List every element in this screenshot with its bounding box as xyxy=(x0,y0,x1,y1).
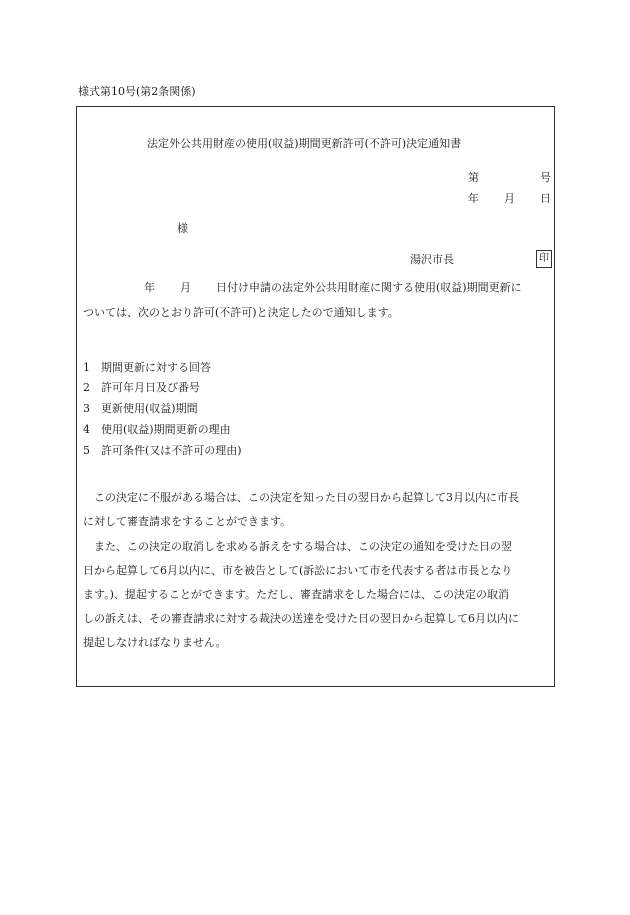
date-month: 月 xyxy=(504,192,515,205)
notice-line: また、この決定の取消しを求める訴えをする場合は、この決定の通知を受けた日の翌 xyxy=(83,540,512,553)
addressee-suffix: 様 xyxy=(177,222,188,235)
item-text: 更新使用(収益)期間 xyxy=(101,402,198,415)
item-text: 許可条件(又は不許可の理由) xyxy=(101,444,242,457)
notice-line: この決定に不服がある場合は、この決定を知った日の翌日から起算して3月以内に市長 xyxy=(83,491,519,504)
notice-line: しの訴えは、その審査請求に対する裁決の送達を受けた日の翌日から起算して6月以内に xyxy=(83,612,519,625)
date-day: 日 xyxy=(540,192,551,205)
intro-line-2: ついては、次のとおり許可(不許可)と決定したので通知します。 xyxy=(83,306,399,319)
notice-line: 日から起算して6月以内に、市を被告として(訴訟において市を代表する者は市長となり xyxy=(83,564,513,577)
number-prefix: 第 xyxy=(468,171,479,184)
intro-year: 年 xyxy=(144,281,155,294)
item-number: 5 xyxy=(83,444,90,457)
item-text: 許可年月日及び番号 xyxy=(101,381,200,394)
notice-line: に対して審査請求をすることができます。 xyxy=(83,515,292,528)
item-number: 1 xyxy=(83,361,90,374)
item-text: 使用(収益)期間更新の理由 xyxy=(101,423,231,436)
notice-line: 提起しなければなりません。 xyxy=(83,636,227,649)
item-number: 3 xyxy=(83,402,90,415)
intro-month: 月 xyxy=(180,281,191,294)
seal-label: 印 xyxy=(539,253,549,264)
item-number: 4 xyxy=(83,423,90,436)
form-label: 様式第10号(第2条関係) xyxy=(78,85,196,98)
intro-line-1: 日付け申請の法定外公共用財産に関する使用(収益)期間更新に xyxy=(216,281,522,294)
document-title: 法定外公共用財産の使用(収益)期間更新許可(不許可)決定通知書 xyxy=(147,137,462,150)
notice-line: ます。)、提起することができます。ただし、審査請求をした場合には、この決定の取消 xyxy=(83,588,510,601)
issuer-name: 湯沢市長 xyxy=(410,253,454,266)
number-suffix: 号 xyxy=(540,171,551,184)
date-year: 年 xyxy=(468,192,479,205)
seal-stamp xyxy=(536,250,552,268)
item-text: 期間更新に対する回答 xyxy=(101,361,211,374)
item-number: 2 xyxy=(83,381,90,394)
